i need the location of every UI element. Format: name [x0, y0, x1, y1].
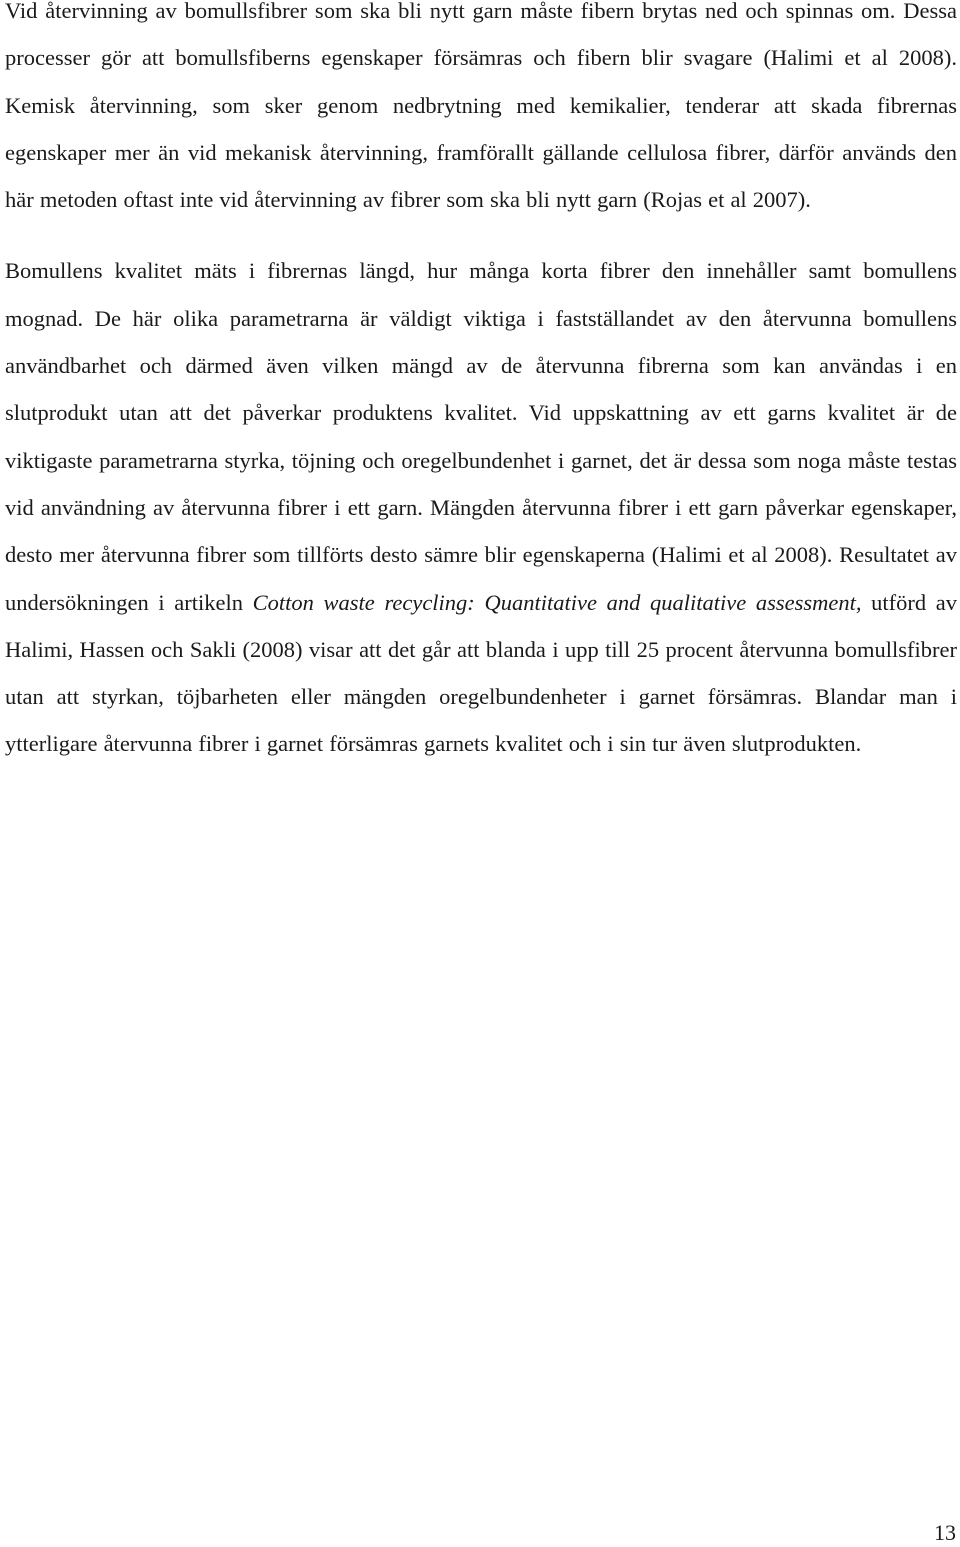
paragraph-recycling-process: [5, 0, 957, 223]
body-text: [5, 0, 957, 768]
paragraph-text: utförd av Halimi, Hassen och Sakli (2008) visar att det går att blanda i upp till 25 procent återvunna bomullsfibrer utan att styrkan, töjbarheten eller mängden oregelbundenheter i garnet försämras. Blandar man i ytterligare återvunna fibrer i garnet försämras garnets kvalitet och i sin tur även slutprodukten.: [5, 589, 957, 757]
page-number: 13: [934, 1520, 956, 1545]
paragraph-text: Bomullens kvalitet mäts i fibrernas längd, hur många korta fibrer den innehåller samt bomullens mognad. De här olika parametrarna är väldigt viktiga i fastställandet av den återvunna bomullens användbarhet och därmed även vilken mängd av de återvunna fibrerna som kan användas i en slutprodukt utan att det påverkar produktens kvalitet. Vid uppskattning av ett garns kvalitet är de viktigaste parametrarna styrka, töjning och oregelbundenhet i garnet, det är dessa som noga måste testas vid användning av återvunna fibrer i ett garn. Mängden återvunna fibrer i ett garn påverkar egenskaper, desto mer återvunna fibrer som tillförts desto sämre blir egenskaperna (Halimi et al 2008). Resultatet av undersökningen i artikeln: [5, 258, 957, 615]
article-title: Cotton waste recycling: Quantitative and qualitative assessment,: [252, 589, 862, 615]
paragraph-text: Vid återvinning av bomullsfibrer som ska bli nytt garn måste fibern brytas ned och spinnas om. Dessa processer gör att bomullsfiberns egenskaper försämras och fibern blir svagare (Halimi et al 2008). Kemisk återvinning, som sker genom nedbrytning med kemikalier, tenderar att skada fibrernas egenskaper mer än vid mekanisk återvinning, framförallt gällande cellulosa fibrer, därför används den här metoden oftast inte vid återvinning av fibrer som ska bli nytt garn (Rojas et al 2007).: [5, 0, 957, 213]
paragraph-cotton-quality: [5, 247, 957, 767]
